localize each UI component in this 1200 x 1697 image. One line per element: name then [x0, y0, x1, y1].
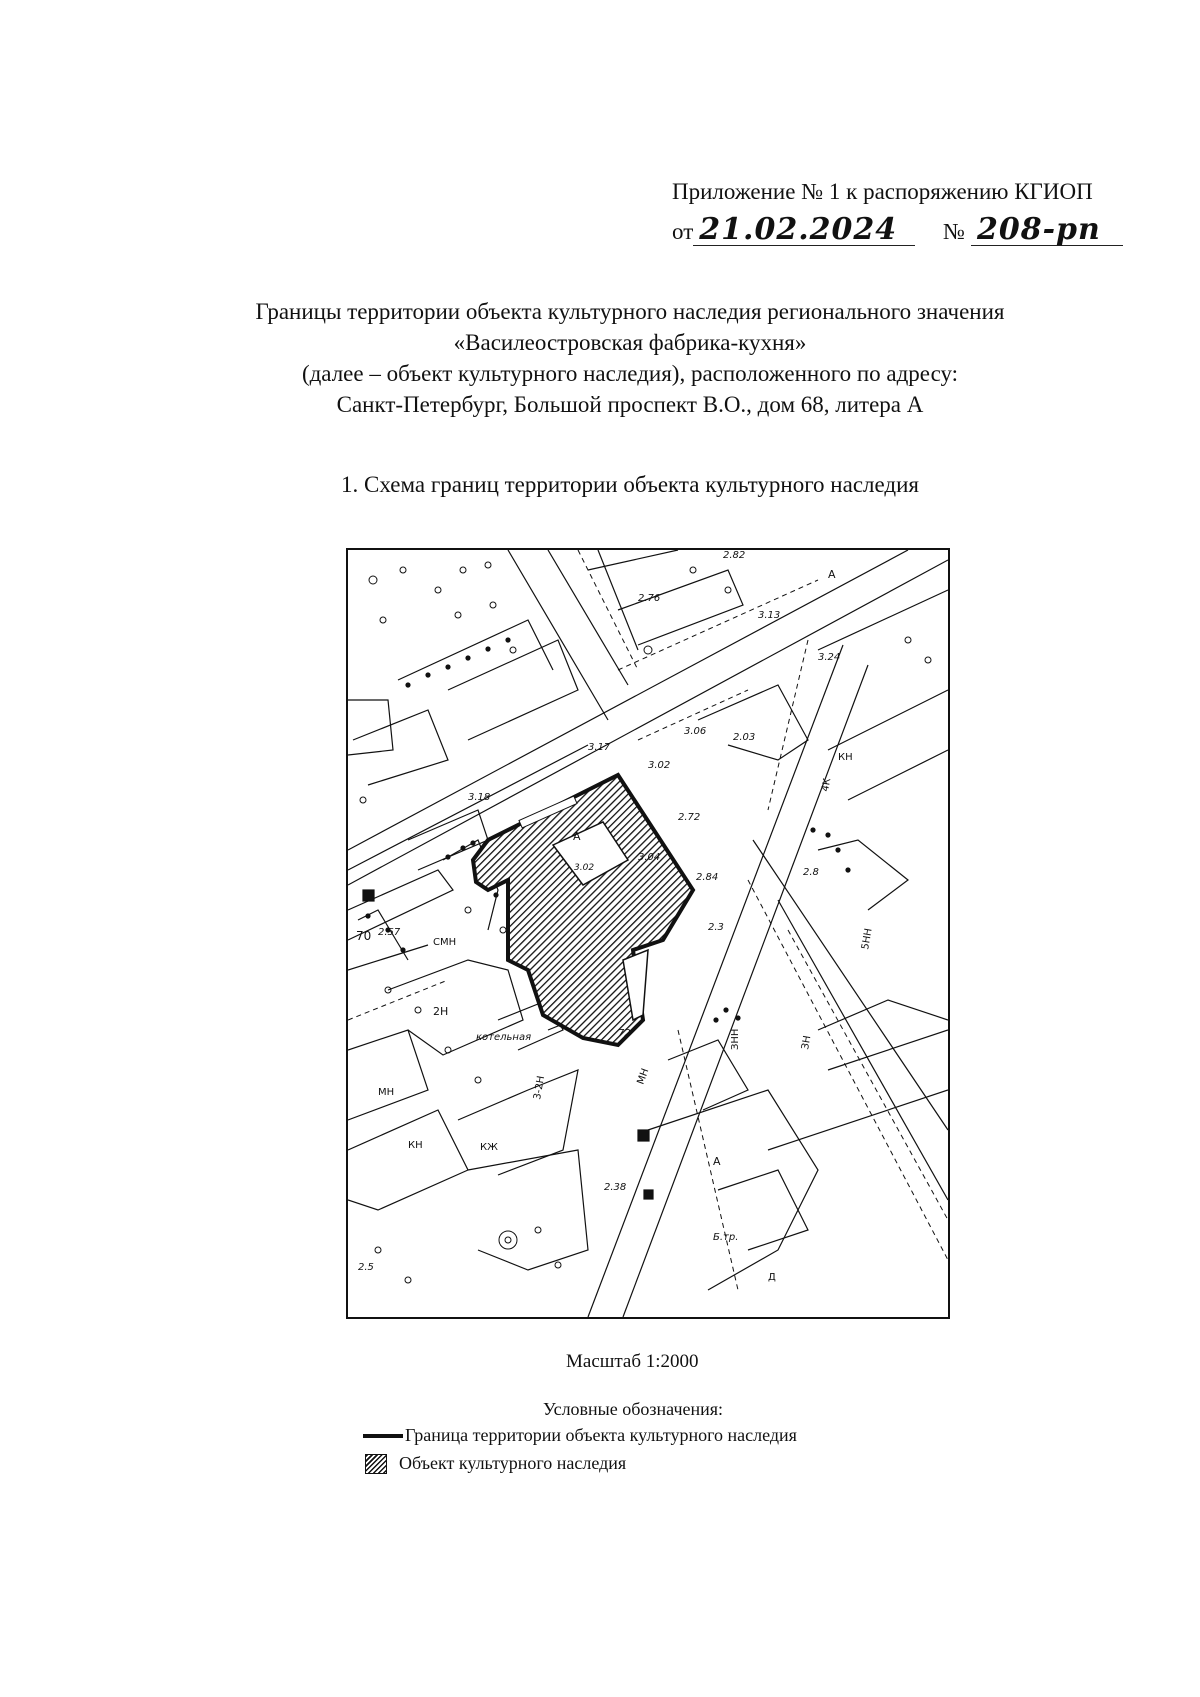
map-label: 2Н [433, 1005, 449, 1018]
map-label: 2.82 [723, 550, 746, 561]
boundary-line-swatch [363, 1434, 403, 1438]
map-label: котельная [476, 1032, 532, 1043]
map-label: 3-2Н [532, 1075, 548, 1101]
title-line-2: «Василеостровская фабрика-кухня» [453, 330, 807, 355]
document-title [180, 296, 1080, 420]
map-label: 2.38 [604, 1182, 627, 1193]
number-handwritten: 208-рп [971, 215, 1123, 246]
title-line-1: Границы территории объекта культурного наследия регионального значения [255, 299, 1005, 324]
map-label: А [713, 1155, 721, 1168]
map-label: 2.84 [696, 872, 719, 883]
map-label: 3.04 [638, 852, 661, 863]
map-label: 3.24 [818, 652, 841, 663]
map-label: ЗН [800, 1034, 814, 1051]
section-title: 1. Схема границ территории объекта культурного наследия [340, 472, 920, 497]
map-label: 2.5 [358, 1262, 374, 1273]
map-label: 70 [356, 929, 372, 943]
map-label: 2.03 [733, 732, 756, 743]
title-line-4: Санкт-Петербург, Большой проспект В.О., дом 68, литера А [336, 392, 924, 417]
date-handwritten: 21.02.2024 [693, 215, 915, 246]
map-label: СМН [433, 937, 457, 948]
map-scale: Масштаб 1:2000 [566, 1351, 699, 1372]
map-label: 3.13 [758, 610, 781, 621]
map-label: МН [378, 1087, 395, 1098]
map-label: 3.18 [468, 792, 491, 803]
map-label: 3.02 [648, 760, 671, 771]
map-label: 4К [820, 777, 834, 793]
map-label: 3.06 [684, 726, 707, 737]
number-prefix: № [943, 219, 965, 244]
hatch-swatch [365, 1454, 387, 1474]
map-label: 2.8 [803, 867, 819, 878]
map-label: КЖ [480, 1142, 498, 1153]
legend-object [365, 1453, 626, 1474]
map-label: А [573, 830, 581, 843]
legend-boundary [363, 1425, 797, 1446]
date-number-line [672, 212, 1123, 247]
map-label: КН [408, 1140, 423, 1151]
map-label: 3.17 [588, 742, 611, 753]
title-line-3: (далее – объект культурного наследия), расположенного по адресу: [301, 361, 959, 386]
legend-title: Условные обозначения: [543, 1399, 724, 1419]
map-label: 2.72 [678, 812, 701, 823]
map-label: 2.57 [378, 927, 401, 938]
map-label: 3.02 [574, 863, 595, 873]
heritage-object-shape [473, 775, 693, 1045]
legend-object-label: Объект культурного наследия [399, 1453, 627, 1473]
boundary-map [346, 548, 950, 1319]
map-label: МН [635, 1067, 652, 1087]
date-prefix: от [672, 219, 694, 244]
map-label: 2.3 [708, 922, 724, 933]
map-label: Б.тр. [713, 1232, 739, 1243]
map-label: А [828, 568, 836, 581]
legend-boundary-label: Граница территории объекта культурного наследия [405, 1425, 797, 1445]
map-label: Д [768, 1272, 776, 1283]
map-label: КН [838, 752, 853, 763]
map-label: 2.76 [638, 593, 661, 604]
appendix-line: Приложение № 1 к распоряжению КГИОП [672, 179, 1093, 204]
map-label: 72 [618, 1028, 631, 1039]
map-label: 5НН [860, 927, 875, 951]
map-svg [348, 550, 948, 1317]
map-label: ЗНН [730, 1028, 741, 1050]
heritage-object [473, 775, 693, 1045]
